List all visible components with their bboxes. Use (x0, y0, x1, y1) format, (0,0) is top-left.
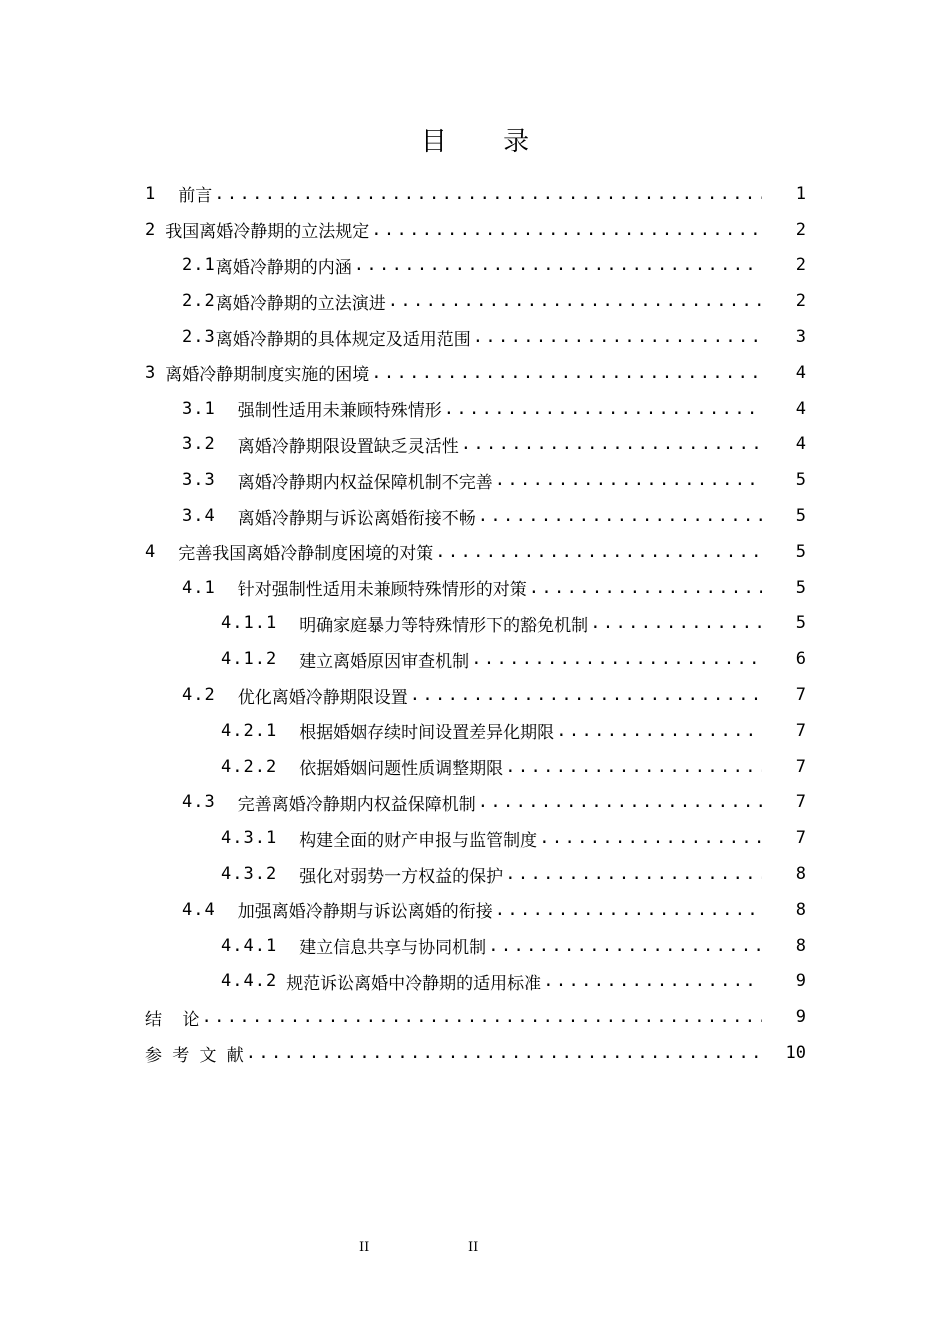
toc-entry-number: 4.1 (182, 577, 216, 598)
toc-entry-title: 构建全面的财产申报与监管制度 (299, 830, 538, 851)
toc-entry-page: 2 (795, 219, 806, 240)
toc-leader-dots (543, 971, 762, 991)
toc-entry[interactable] (0, 713, 950, 749)
toc-leader-dots (495, 900, 762, 920)
toc-entry-page: 5 (795, 470, 806, 491)
toc-entry-page: 5 (795, 506, 806, 527)
toc-entry[interactable] (0, 462, 950, 498)
toc-entry[interactable] (0, 427, 950, 463)
toc-leader-dots (371, 220, 762, 240)
toc-entry-page: 7 (795, 828, 806, 849)
toc-entry-page: 8 (795, 899, 806, 920)
toc-entry-title: 加强离婚冷静期与诉讼离婚的衔接 (237, 902, 493, 923)
toc-entry-page: 9 (795, 971, 806, 992)
toc-entry-title: 依据婚姻问题性质调整期限 (299, 759, 504, 780)
toc-leader-dots (410, 685, 762, 705)
toc-leader-dots (505, 757, 762, 777)
toc-entry-number: 2.2 (182, 291, 216, 312)
toc-entry-title: 离婚冷静期内权益保障机制不完善 (237, 472, 493, 493)
toc-entry[interactable] (0, 176, 950, 212)
toc-entry-title: 规范诉讼离婚中冷静期的适用标准 (286, 973, 542, 994)
toc-entry-page: 10 (785, 1043, 806, 1064)
toc-entry[interactable] (0, 1035, 950, 1071)
toc-leader-dots (556, 721, 762, 741)
toc-entry[interactable] (0, 606, 950, 642)
toc-entry-page: 4 (795, 362, 806, 383)
toc-entry-title: 结 论 (145, 1009, 200, 1030)
toc-entry-number: 3.2 (182, 434, 216, 455)
page-footer (0, 1240, 950, 1260)
toc-entry-title: 强化对弱势一方权益的保护 (299, 866, 504, 887)
toc-leader-dots (590, 613, 762, 633)
toc-entry-number: 1 (145, 183, 157, 204)
toc-entry[interactable] (0, 212, 950, 248)
toc-entry-page: 5 (795, 541, 806, 562)
toc-entry-title: 离婚冷静期与诉讼离婚衔接不畅 (237, 508, 476, 529)
toc-leader-dots (246, 1043, 762, 1063)
toc-leader-dots (388, 291, 762, 311)
toc-leader-dots (529, 578, 762, 598)
toc-leader-dots (478, 506, 762, 526)
toc-entry-number: 2.1 (182, 255, 216, 276)
toc-leader-dots (478, 792, 762, 812)
toc-entry[interactable] (0, 498, 950, 534)
toc-entry-page: 7 (795, 756, 806, 777)
toc-entry-page: 6 (795, 649, 806, 670)
toc-entry[interactable] (0, 677, 950, 713)
toc-leader-dots (539, 828, 762, 848)
toc-leader-dots (471, 649, 762, 669)
toc-entry-page: 4 (795, 434, 806, 455)
toc-list (0, 176, 950, 1071)
toc-entry-page: 7 (795, 792, 806, 813)
toc-entry-page: 9 (795, 1007, 806, 1028)
toc-entry-page: 3 (795, 327, 806, 348)
toc-entry-number: 3.4 (182, 506, 216, 527)
toc-entry-number: 4.4 (182, 899, 216, 920)
toc-entry-number: 4.3.2 (221, 864, 278, 885)
toc-entry[interactable] (0, 820, 950, 856)
toc-entry-title: 强制性适用未兼顾特殊情形 (237, 401, 442, 422)
toc-leader-dots (201, 1007, 762, 1027)
toc-entry-number: 4.2.2 (221, 756, 278, 777)
toc-entry-title: 我国离婚冷静期的立法规定 (165, 222, 370, 243)
toc-entry-number: 2.3 (182, 327, 216, 348)
toc-entry-title: 完善我国离婚冷静制度困境的对策 (178, 544, 434, 565)
toc-entry-title: 离婚冷静期的内涵 (215, 257, 352, 278)
toc-leader-dots (505, 864, 762, 884)
toc-leader-dots (354, 255, 762, 275)
toc-entry[interactable] (0, 355, 950, 391)
toc-entry-number: 4.3 (182, 792, 216, 813)
toc-entry-title: 针对强制性适用未兼顾特殊情形的对策 (237, 580, 527, 601)
toc-entry-page: 4 (795, 398, 806, 419)
toc-leader-dots (371, 363, 762, 383)
toc-entry-page: 2 (795, 255, 806, 276)
toc-entry-page: 2 (795, 291, 806, 312)
toc-entry-number: 4.4.1 (221, 935, 278, 956)
toc-entry-title: 建立信息共享与协同机制 (299, 938, 487, 959)
toc-entry-page: 8 (795, 935, 806, 956)
toc-entry-page: 8 (795, 864, 806, 885)
toc-entry[interactable] (0, 892, 950, 928)
toc-leader-dots (444, 399, 762, 419)
toc-leader-dots (473, 327, 762, 347)
toc-entry[interactable] (0, 641, 950, 677)
toc-entry-title: 离婚冷静期的具体规定及适用范围 (215, 329, 471, 350)
toc-entry[interactable] (0, 534, 950, 570)
toc-entry-title: 参 考 文 献 (145, 1045, 244, 1066)
toc-entry[interactable] (0, 283, 950, 319)
toc-entry-title: 离婚冷静期制度实施的困境 (165, 365, 370, 386)
toc-entry-title: 建立离婚原因审查机制 (299, 651, 470, 672)
toc-entry[interactable] (0, 391, 950, 427)
toc-entry-page: 7 (795, 720, 806, 741)
toc-entry-number: 4.2 (182, 685, 216, 706)
toc-entry-title: 完善离婚冷静期内权益保障机制 (237, 794, 476, 815)
toc-entry-title: 明确家庭暴力等特殊情形下的豁免机制 (299, 615, 589, 636)
toc-entry-page: 5 (795, 613, 806, 634)
toc-entry-page: 7 (795, 685, 806, 706)
toc-entry[interactable] (0, 749, 950, 785)
toc-entry[interactable] (0, 319, 950, 355)
toc-entry[interactable] (0, 570, 950, 606)
toc-leader-dots (461, 434, 762, 454)
toc-entry-number: 3 (145, 362, 157, 383)
toc-title: 目 录 (420, 127, 554, 157)
toc-leader-dots (214, 184, 762, 204)
toc-entry-page: 1 (795, 183, 806, 204)
toc-entry-number: 4.4.2 (221, 971, 278, 992)
toc-entry[interactable] (0, 964, 950, 1000)
toc-entry-title: 前言 (178, 186, 213, 207)
toc-leader-dots (488, 936, 762, 956)
toc-leader-dots (495, 470, 762, 490)
toc-entry-page: 5 (795, 577, 806, 598)
toc-entry-title: 离婚冷静期的立法演进 (215, 293, 386, 314)
toc-entry-number: 2 (145, 219, 157, 240)
toc-entry-number: 3.1 (182, 398, 216, 419)
toc-entry[interactable] (0, 856, 950, 892)
toc-entry[interactable] (0, 248, 950, 284)
page-number-right: II (468, 1240, 479, 1255)
toc-leader-dots (435, 542, 762, 562)
toc-entry-title: 离婚冷静期限设置缺乏灵活性 (237, 436, 459, 457)
toc-entry[interactable] (0, 928, 950, 964)
toc-entry-title: 优化离婚冷静期限设置 (237, 687, 408, 708)
page-number-left: II (359, 1240, 370, 1255)
toc-entry-number: 4.2.1 (221, 720, 278, 741)
toc-entry[interactable] (0, 785, 950, 821)
toc-entry[interactable] (0, 999, 950, 1035)
toc-entry-number: 4.1.1 (221, 613, 278, 634)
toc-entry-number: 4.1.2 (221, 649, 278, 670)
toc-entry-number: 4.3.1 (221, 828, 278, 849)
toc-entry-number: 4 (145, 541, 157, 562)
toc-entry-title: 根据婚姻存续时间设置差异化期限 (299, 723, 555, 744)
toc-entry-number: 3.3 (182, 470, 216, 491)
